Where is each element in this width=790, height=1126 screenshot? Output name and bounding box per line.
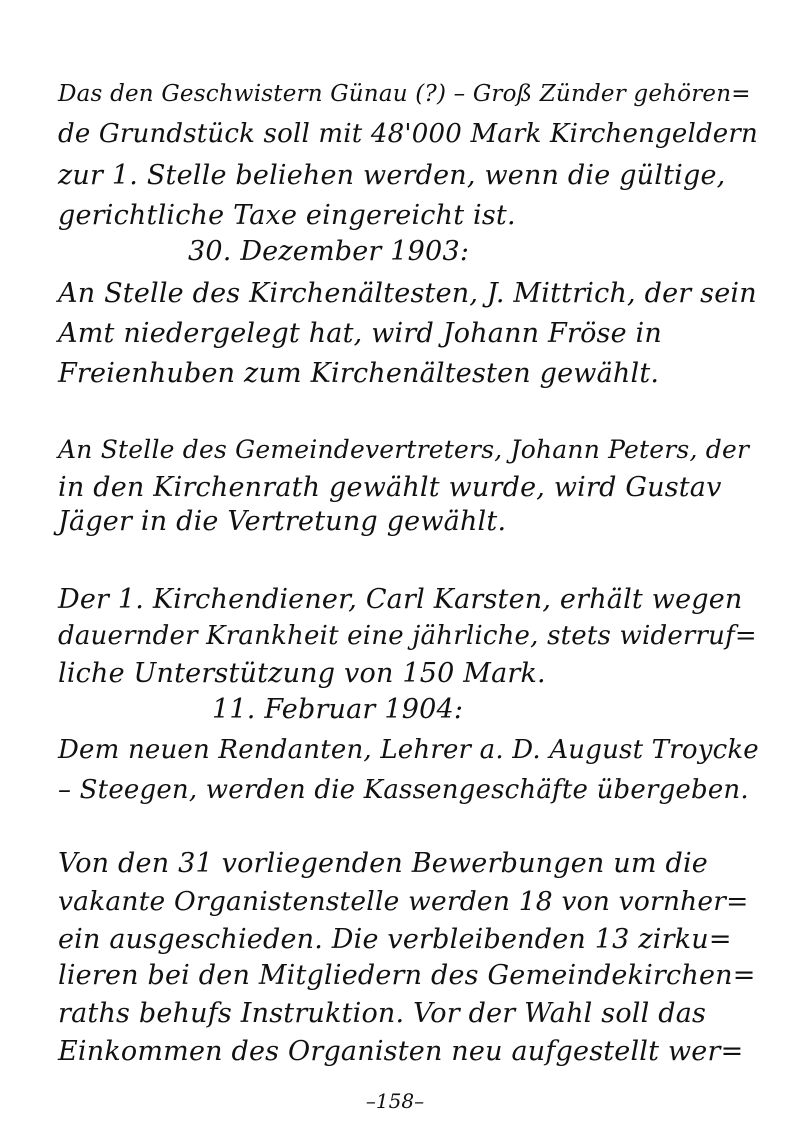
- date-heading-1904: 11. Februar 1904:: [212, 694, 464, 725]
- text-line-3: zur 1. Stelle beliehen werden, wenn die gültige,: [58, 160, 726, 191]
- text-line-13: dauernder Krankheit eine jährliche, stets widerruf=: [58, 621, 757, 651]
- text-line-17: – Steegen, werden die Kassengeschäfte übergeben.: [58, 775, 749, 805]
- text-line-1: Das den Geschwistern Günau (?) – Groß Zünder gehören=: [58, 81, 751, 107]
- text-line-12: Der 1. Kirchendiener, Carl Karsten, erhält wegen: [58, 584, 743, 615]
- text-line-19: vakante Organistenstelle werden 18 von vornher=: [58, 886, 749, 917]
- text-line-2: de Grundstück soll mit 48'000 Mark Kirchengeldern: [58, 119, 758, 149]
- text-line-7: Amt niedergelegt hat, wird Johann Fröse in: [58, 318, 662, 349]
- text-line-6: An Stelle des Kirchenältesten, J. Mittrich, der sein: [58, 278, 757, 309]
- text-line-9: An Stelle des Gemeindevertreters, Johann Peters, der: [58, 435, 750, 464]
- text-line-23: Einkommen des Organisten neu aufgestellt wer=: [58, 1036, 744, 1067]
- text-line-20: ein ausgeschieden. Die verbleibenden 13 zirku=: [58, 924, 732, 955]
- text-line-22: raths behufs Instruktion. Vor der Wahl soll das: [58, 998, 707, 1029]
- text-line-18: Von den 31 vorliegenden Bewerbungen um die: [58, 848, 708, 879]
- text-line-11: Jäger in die Vertretung gewählt.: [58, 506, 507, 537]
- text-line-21: lieren bei den Mitgliedern des Gemeindekirchen=: [58, 960, 756, 991]
- text-line-14: liche Unterstützung von 150 Mark.: [58, 658, 546, 689]
- text-line-4: gerichtliche Taxe eingereicht ist.: [58, 200, 516, 231]
- date-heading-1903: 30. Dezember 1903:: [188, 236, 470, 267]
- text-line-16: Dem neuen Rendanten, Lehrer a. D. August Troycke: [58, 735, 759, 765]
- page-number: –158–: [365, 1089, 425, 1113]
- text-line-8: Freienhuben zum Kirchenältesten gewählt.: [58, 358, 660, 389]
- text-line-10: in den Kirchenrath gewählt wurde, wird Gustav: [58, 472, 722, 503]
